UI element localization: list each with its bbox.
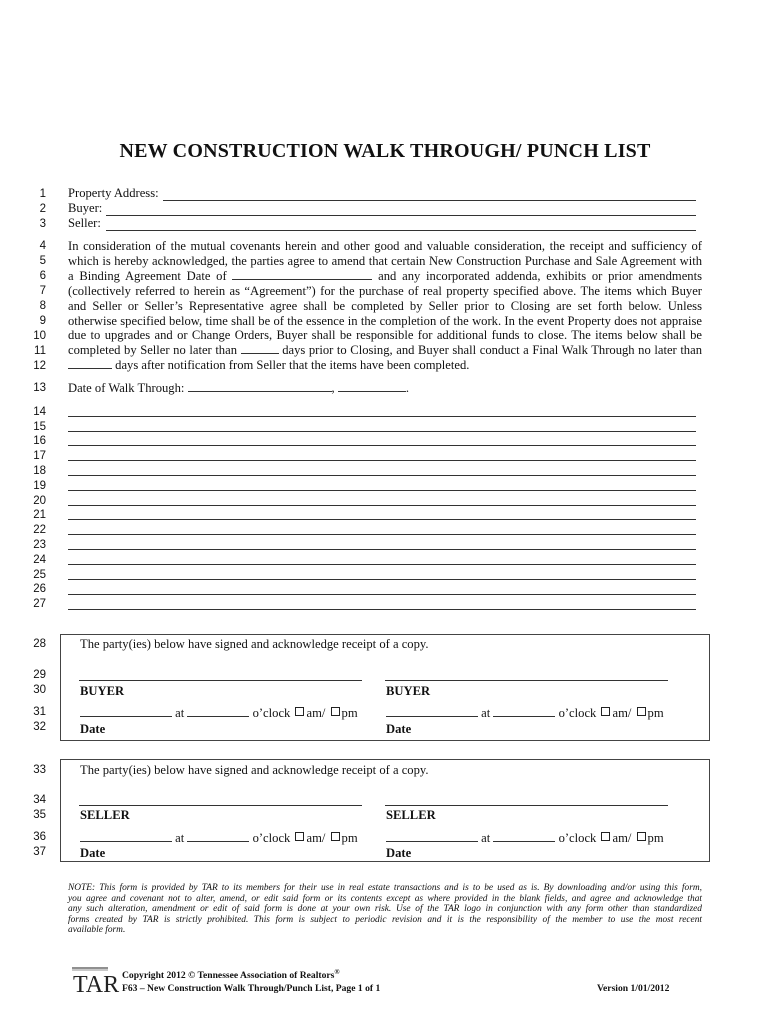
am-label: am/	[612, 706, 632, 720]
line-number: 11	[34, 345, 46, 357]
line-number: 9	[39, 315, 46, 327]
line-number: 7	[39, 285, 46, 297]
line-number: 4	[39, 240, 46, 252]
seller-field[interactable]	[106, 230, 696, 231]
line-number: 5	[39, 255, 46, 267]
line-number: 20	[33, 495, 46, 507]
punch-list-line[interactable]	[68, 609, 696, 610]
paragraph-line: which is hereby acknowledged, the parties agree to amend that certain New Construction Purchase and Sale Agreement with	[68, 253, 702, 268]
line-number: 2	[39, 203, 46, 215]
buyer1-label: BUYER	[80, 684, 125, 698]
seller2-time-field[interactable]	[493, 831, 555, 842]
note-line: you agree and covenant not to alter, amend, or edit said form or its contents except as where provided in the blank fields, and agree and acknowledge that	[68, 893, 702, 904]
walk-through-date-label: Date of Walk Through:	[68, 381, 185, 395]
tar-logo	[70, 965, 120, 998]
line-number: 23	[33, 539, 46, 551]
buyer2-am-checkbox[interactable]	[601, 707, 610, 716]
seller2-date-label: Date	[386, 846, 412, 860]
walk-through-comma: ,	[331, 381, 335, 395]
buyer1-date-row	[80, 706, 358, 721]
line-number: 1	[39, 188, 46, 200]
buyer1-date-field[interactable]	[80, 706, 172, 717]
buyer1-time-field[interactable]	[187, 706, 249, 717]
buyer2-pm-checkbox[interactable]	[637, 707, 646, 716]
buyer2-date-field[interactable]	[386, 706, 478, 717]
addenda-text: and any incorporated addenda, exhibits or prior amendments	[378, 268, 702, 283]
paragraph-line	[68, 343, 702, 358]
buyer2-time-field[interactable]	[493, 706, 555, 717]
seller1-signature-line[interactable]	[79, 805, 362, 806]
seller2-pm-checkbox[interactable]	[637, 832, 646, 841]
punch-list-line[interactable]	[68, 549, 696, 550]
paragraph-line: otherwise specified below, time shall be of the essence in the completion of the work. In the event Property does not appraise	[68, 313, 702, 328]
line-number: 35	[33, 809, 46, 821]
oclock-label: o’clock	[252, 831, 291, 845]
buyer-label: Buyer:	[68, 201, 103, 215]
punch-list-line[interactable]	[68, 475, 696, 476]
seller1-date-label: Date	[80, 846, 106, 860]
punch-list-line[interactable]	[68, 579, 696, 580]
am-label: am/	[306, 831, 326, 845]
at-label: at	[481, 831, 491, 845]
notification-text: days after notification from Seller that the items have been completed.	[115, 358, 470, 373]
line-number: 24	[33, 554, 46, 566]
walk-through-date-field[interactable]	[188, 381, 332, 392]
buyer-field[interactable]	[106, 215, 696, 216]
seller1-time-field[interactable]	[187, 831, 249, 842]
punch-list-line[interactable]	[68, 594, 696, 595]
line-number: 10	[33, 330, 46, 342]
line-number: 37	[33, 846, 46, 858]
at-label: at	[175, 831, 185, 845]
seller1-label: SELLER	[80, 808, 130, 822]
note-line: NOTE: This form is provided by TAR to its members for their use in real estate transactions and is to be used as is. By downloading and/or using this form,	[68, 883, 702, 893]
seller1-am-checkbox[interactable]	[295, 832, 304, 841]
tar-logo-text: TAR	[73, 972, 120, 998]
buyer-ack-text: The party(ies) below have signed and acknowledge receipt of a copy.	[80, 637, 429, 651]
line-number: 17	[33, 450, 46, 462]
buyer1-am-checkbox[interactable]	[295, 707, 304, 716]
line-number: 19	[33, 480, 46, 492]
legal-note	[68, 883, 702, 936]
line-number: 13	[33, 382, 46, 394]
line-number: 3	[39, 218, 46, 230]
line-number: 22	[33, 524, 46, 536]
oclock-label: o’clock	[252, 706, 291, 720]
line-number: 32	[33, 721, 46, 733]
paragraph-line: In consideration of the mutual covenants herein and other good and valuable consideration, the receipt and sufficiency of	[68, 239, 702, 253]
line-number: 6	[39, 270, 46, 282]
pm-label: pm	[647, 831, 664, 845]
buyer1-date-label: Date	[80, 722, 106, 736]
form-title: NEW CONSTRUCTION WALK THROUGH/ PUNCH LIST	[119, 140, 651, 162]
version-label: Version 1/01/2012	[597, 983, 670, 994]
line-number: 8	[39, 300, 46, 312]
buyer-signature-box	[60, 634, 710, 741]
line-number: 21	[33, 509, 46, 521]
paragraph-line	[68, 269, 702, 284]
line-number: 31	[33, 706, 46, 718]
copyright-text	[122, 968, 340, 981]
line-number: 26	[33, 583, 46, 595]
days-prior-field[interactable]	[241, 343, 279, 354]
line-number: 16	[33, 435, 46, 447]
seller2-label: SELLER	[386, 808, 436, 822]
punch-list-line[interactable]	[68, 431, 696, 432]
line-number: 14	[33, 406, 46, 418]
buyer1-signature-line[interactable]	[79, 680, 362, 681]
seller1-date-row	[80, 831, 358, 846]
line-number: 28	[33, 638, 46, 650]
seller2-date-row	[386, 831, 664, 846]
am-label: am/	[612, 831, 632, 845]
punch-list-line[interactable]	[68, 460, 696, 461]
punch-list-line[interactable]	[68, 416, 696, 417]
seller-label: Seller:	[68, 216, 101, 230]
note-line: any such alteration, amendment or edit of said form is done at your own risk. Use of the TAR logo in conjunction with any form other than standardized	[68, 904, 702, 915]
line-number: 34	[33, 794, 46, 806]
form-identifier: F63 – New Construction Walk Through/Punch List, Page 1 of 1	[122, 983, 381, 994]
walk-through-date-row	[68, 381, 409, 396]
buyer2-date-row	[386, 706, 664, 721]
property-address-field[interactable]	[163, 200, 696, 201]
line-number: 33	[33, 764, 46, 776]
property-address-label: Property Address:	[68, 186, 159, 200]
completion-label: completed by Seller no later than	[68, 343, 237, 358]
line-number: 25	[33, 569, 46, 581]
note-line: forms created by TAR is strictly prohibited. This form is subject to periodic revision and it is the responsibility of the member to use the most recent	[68, 914, 702, 925]
line-number: 36	[33, 831, 46, 843]
buyer2-label: BUYER	[386, 684, 431, 698]
am-label: am/	[306, 706, 326, 720]
punch-list-line[interactable]	[68, 564, 696, 565]
note-line: available form.	[68, 925, 126, 936]
line-number: 18	[33, 465, 46, 477]
pm-label: pm	[341, 831, 358, 845]
line-number: 12	[33, 360, 46, 372]
paragraph-line: due to upgrades and or Change Orders, Buyer shall be responsible for additional funds to close. The items below shall be	[68, 328, 702, 343]
at-label: at	[175, 706, 185, 720]
binding-agreement-date-field[interactable]	[232, 269, 372, 280]
buyer2-signature-line[interactable]	[385, 680, 668, 681]
line-number: 15	[33, 421, 46, 433]
line-number: 29	[33, 669, 46, 681]
seller2-signature-line[interactable]	[385, 805, 668, 806]
final-walk-text: days prior to Closing, and Buyer shall conduct a Final Walk Through no later than	[282, 343, 702, 358]
line-number: 27	[33, 598, 46, 610]
walk-through-year-field[interactable]	[338, 381, 406, 392]
at-label: at	[481, 706, 491, 720]
punch-list-line[interactable]	[68, 505, 696, 506]
oclock-label: o’clock	[558, 831, 597, 845]
line-number: 30	[33, 684, 46, 696]
paragraph-line: and Seller or Seller’s Representative agree shall be completed by Seller prior to Closing are set forth below. Unless	[68, 298, 702, 313]
oclock-label: o’clock	[558, 706, 597, 720]
punch-list-line[interactable]	[68, 519, 696, 520]
seller-signature-box	[60, 759, 710, 862]
seller1-date-field[interactable]	[80, 831, 172, 842]
buyer2-date-label: Date	[386, 722, 412, 736]
punch-list-line[interactable]	[68, 534, 696, 535]
buyer1-pm-checkbox[interactable]	[331, 707, 340, 716]
agreement-paragraph	[68, 239, 702, 373]
paragraph-line: (collectively referred to herein as “Agreement”) for the purchase of real property specified above. The items which Buyer	[68, 283, 702, 298]
seller2-date-field[interactable]	[386, 831, 478, 842]
punch-list-line[interactable]	[68, 445, 696, 446]
days-after-field[interactable]	[68, 358, 112, 369]
pm-label: pm	[341, 706, 358, 720]
pm-label: pm	[647, 706, 664, 720]
binding-date-label: a Binding Agreement Date of	[68, 268, 227, 283]
punch-list-line[interactable]	[68, 490, 696, 491]
seller-ack-text: The party(ies) below have signed and acknowledge receipt of a copy.	[80, 763, 429, 777]
seller2-am-checkbox[interactable]	[601, 832, 610, 841]
registered-mark: ®	[334, 968, 340, 976]
walk-through-period: .	[405, 381, 410, 395]
copyright-label: Copyright 2012 © Tennessee Association of Realtors	[122, 970, 335, 982]
paragraph-line	[68, 358, 702, 373]
seller1-pm-checkbox[interactable]	[331, 832, 340, 841]
